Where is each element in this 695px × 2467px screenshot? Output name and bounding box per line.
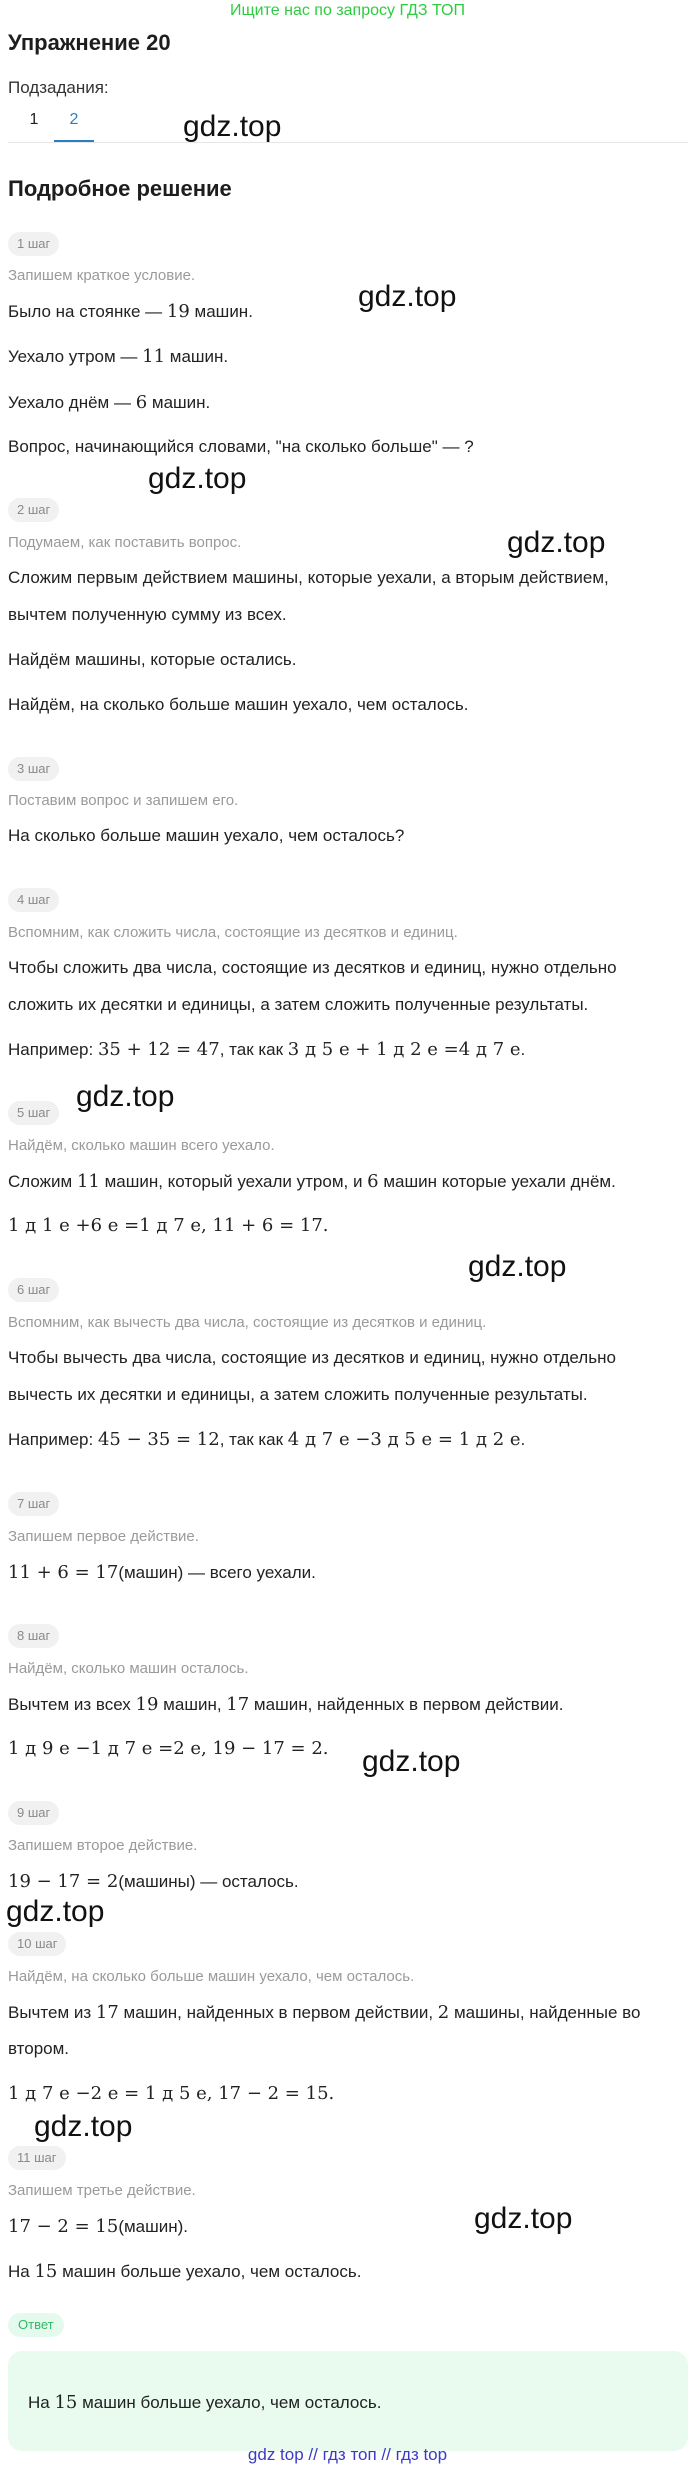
step-formula: 1 д 1 е +6 е =1 д 7 е, 11 + 6 = 17.: [8, 1215, 329, 1236]
watermark: gdz.top: [34, 2110, 133, 2143]
step-badge: 6 шаг: [8, 1278, 59, 1302]
step-hint: Подумаем, как поставить вопрос.: [8, 534, 242, 551]
step-hint: Найдём, сколько машин осталось.: [8, 1660, 249, 1677]
step-hint: Запишем третье действие.: [8, 2182, 196, 2199]
tab-subtask-2[interactable]: 2: [54, 108, 94, 142]
step-text: 19 − 17 = 2(машины) — осталось.: [8, 1871, 299, 1892]
step-badge: 2 шаг: [8, 498, 59, 522]
step-formula: 1 д 7 е −2 е = 1 д 5 е, 17 − 2 = 15.: [8, 2083, 335, 2104]
step-text: Найдём машины, которые остались.: [8, 650, 297, 669]
footer-links[interactable]: gdz top // гдз топ // гдз top: [247, 2445, 448, 2464]
step-badge: 5 шаг: [8, 1101, 59, 1125]
section-title: Подробное решение: [8, 176, 232, 201]
step-badge: 10 шаг: [8, 1932, 66, 1956]
page-title: Упражнение 20: [8, 30, 171, 55]
step-text: Чтобы сложить два числа, состоящие из десятков и единиц, нужно отдельно: [8, 958, 617, 977]
answer-text: На 15 машин больше уехало, чем осталось.: [28, 2392, 382, 2413]
step-text: сложить их десятки и единицы, а затем сложить полученные результаты.: [8, 995, 589, 1014]
search-banner[interactable]: Ищите нас по запросу ГДЗ ТОП: [230, 2, 465, 19]
step-text: Было на стоянке — 19 машин.: [8, 301, 253, 322]
step-text: вычесть их десятки и единицы, а затем сложить полученные результаты.: [8, 1385, 588, 1404]
watermark: gdz.top: [358, 280, 457, 313]
step-text: Вопрос, начинающийся словами, "на сколько больше" — ?: [8, 437, 474, 456]
step-badge: 9 шаг: [8, 1801, 59, 1825]
step-badge: 11 шаг: [8, 2146, 66, 2170]
step-text: Сложим первым действием машины, которые уехали, а вторым действием,: [8, 568, 609, 587]
step-hint: Запишем второе действие.: [8, 1837, 198, 1854]
step-hint: Запишем краткое условие.: [8, 267, 196, 284]
step-text: 17 − 2 = 15(машин).: [8, 2216, 189, 2237]
step-text: Вычтем из всех 19 машин, 17 машин, найденных в первом действии.: [8, 1694, 564, 1715]
watermark: gdz.top: [148, 462, 247, 495]
step-text: 11 + 6 = 17(машин) — всего уехали.: [8, 1562, 316, 1583]
watermark: gdz.top: [474, 2202, 573, 2235]
step-text: Вычтем из 17 машин, найденных в первом действии, 2 машины, найденные во: [8, 2002, 641, 2023]
step-badge: 1 шаг: [8, 232, 59, 256]
step-hint: Поставим вопрос и запишем его.: [8, 792, 239, 809]
step-badge: 8 шаг: [8, 1624, 59, 1648]
step-hint: Найдём, на сколько больше машин уехало, чем осталось.: [8, 1968, 415, 1985]
step-badge: 4 шаг: [8, 888, 59, 912]
step-badge: 7 шаг: [8, 1492, 59, 1516]
step-text: На 15 машин больше уехало, чем осталось.: [8, 2261, 362, 2282]
step-text: Уехало днём — 6 машин.: [8, 392, 211, 413]
step-text: Чтобы вычесть два числа, состоящие из десятков и единиц, нужно отдельно: [8, 1348, 616, 1367]
step-text: На сколько больше машин уехало, чем осталось?: [8, 826, 405, 845]
watermark: gdz.top: [6, 1895, 105, 1928]
step-formula: 1 д 9 е −1 д 7 е =2 е, 19 − 17 = 2.: [8, 1738, 329, 1759]
step-text: Например: 35 + 12 = 47, так как 3 д 5 е + 1 д 2 е =4 д 7 е.: [8, 1039, 526, 1060]
watermark: gdz.top: [507, 526, 606, 559]
step-text: Сложим 11 машин, который уехали утром, и 6 машин которые уехали днём.: [8, 1171, 616, 1192]
step-text: Например: 45 − 35 = 12, так как 4 д 7 е −3 д 5 е = 1 д 2 е.: [8, 1429, 526, 1450]
watermark: gdz.top: [183, 110, 282, 143]
watermark: gdz.top: [468, 1250, 567, 1283]
step-text: втором.: [8, 2039, 70, 2058]
subtasks-label: Подзадания:: [8, 78, 109, 97]
step-hint: Запишем первое действие.: [8, 1528, 199, 1545]
step-hint: Вспомним, как сложить числа, состоящие из десятков и единиц.: [8, 924, 458, 941]
step-text: вычтем полученную сумму из всех.: [8, 605, 287, 624]
step-hint: Вспомним, как вычесть два числа, состоящие из десятков и единиц.: [8, 1314, 487, 1331]
watermark: gdz.top: [362, 1745, 461, 1778]
subtask-tabs: [8, 108, 688, 143]
step-hint: Найдём, сколько машин всего уехало.: [8, 1137, 275, 1154]
tab-subtask-1[interactable]: 1: [29, 111, 39, 128]
step-text: Найдём, на сколько больше машин уехало, чем осталось.: [8, 695, 469, 714]
step-text: Уехало утром — 11 машин.: [8, 346, 229, 367]
step-badge: 3 шаг: [8, 757, 59, 781]
answer-badge: Ответ: [8, 2313, 64, 2337]
watermark: gdz.top: [76, 1080, 175, 1113]
